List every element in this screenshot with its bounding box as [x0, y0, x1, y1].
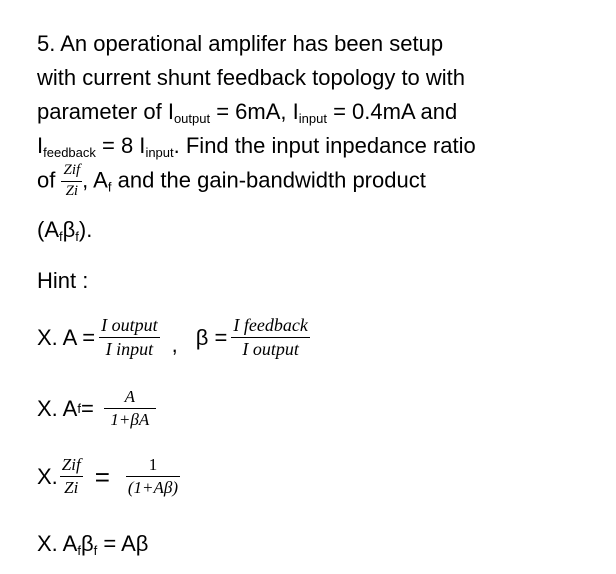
fraction-numerator: A	[124, 387, 136, 406]
subscript: f	[77, 543, 81, 558]
gain-fraction	[99, 316, 160, 359]
formula-closed-loop-gain: X. A f = $\frac{A}{1+\beta A}$	[37, 388, 156, 429]
subscript: output	[173, 111, 211, 126]
hint-text: Hint :	[37, 268, 89, 293]
problem-text: = 8 I	[95, 133, 146, 158]
problem-line-6	[37, 217, 93, 244]
impedance-ratio-fraction	[61, 163, 82, 200]
formula-prefix: X. A =	[37, 324, 96, 350]
fraction-bar	[231, 337, 309, 339]
problem-text: of	[37, 167, 56, 193]
problem-text: , A	[82, 167, 108, 193]
subscript: input	[145, 145, 174, 160]
problem-text: with current shunt feedback topology to with	[37, 65, 466, 90]
separator: ,	[171, 331, 178, 357]
fraction-denominator: Zi	[65, 183, 79, 200]
problem-line-1	[37, 33, 443, 55]
fraction-numerator: I output	[101, 315, 158, 335]
formula-gain	[37, 316, 310, 359]
fraction-denominator: (1+Aβ)	[127, 478, 179, 498]
beta-fraction	[231, 316, 309, 359]
equals-sign: =	[94, 461, 110, 492]
subscript: f	[107, 179, 112, 195]
fraction-bar	[61, 181, 82, 183]
fraction-bar	[104, 408, 156, 410]
problem-text: 5. An operational amplifer has been setup	[37, 31, 444, 56]
fraction-numerator: Zif	[61, 455, 81, 474]
problem-text: . Find the input inpedance ratio	[173, 133, 476, 158]
formula-text: β	[80, 531, 94, 556]
problem-line-2	[37, 67, 465, 89]
feedback-factor-fraction	[126, 456, 180, 497]
equals-sign: =	[80, 395, 94, 421]
formula-text: = Aβ	[97, 531, 149, 556]
subscript: f	[93, 543, 98, 558]
problem-text: ).	[78, 217, 93, 242]
closed-loop-fraction	[104, 388, 156, 429]
formula-prefix: X. A	[37, 395, 78, 421]
fraction-denominator: I input	[105, 339, 154, 360]
subscript: feedback	[43, 145, 96, 160]
hint-label	[37, 270, 88, 292]
subscript: input	[298, 111, 327, 126]
fraction-denominator: 1+βA	[110, 410, 150, 430]
problem-line-3	[37, 99, 458, 126]
impedance-fraction	[60, 456, 83, 497]
subscript: f	[75, 229, 79, 244]
formula-impedance-ratio	[37, 456, 180, 497]
problem-text: (A	[37, 217, 59, 242]
subscript: f	[59, 229, 63, 244]
problem-text: = 0.4mA and	[326, 99, 458, 124]
problem-text: and the gain-bandwidth product	[111, 167, 426, 193]
formula-gain-bandwidth	[37, 531, 149, 558]
problem-text: parameter of I	[37, 99, 174, 124]
fraction-numerator: Zif	[63, 162, 81, 178]
fraction-bar	[126, 476, 180, 478]
fraction-numerator: I feedback	[233, 315, 308, 335]
fraction-denominator: I output	[242, 339, 299, 360]
fraction-bar	[99, 337, 160, 339]
problem-text: β	[62, 217, 76, 242]
problem-text: = 6mA, I	[210, 99, 299, 124]
fraction-denominator: Zi	[64, 478, 79, 498]
fraction-bar	[60, 476, 83, 478]
beta-label: β =	[195, 324, 228, 350]
formula-prefix: X. A	[37, 531, 78, 556]
fraction-numerator: 1	[148, 455, 158, 474]
problem-text: I	[37, 133, 44, 158]
formula-prefix: X.	[37, 463, 58, 489]
problem-line-5	[37, 163, 426, 200]
problem-line-4	[37, 133, 476, 160]
